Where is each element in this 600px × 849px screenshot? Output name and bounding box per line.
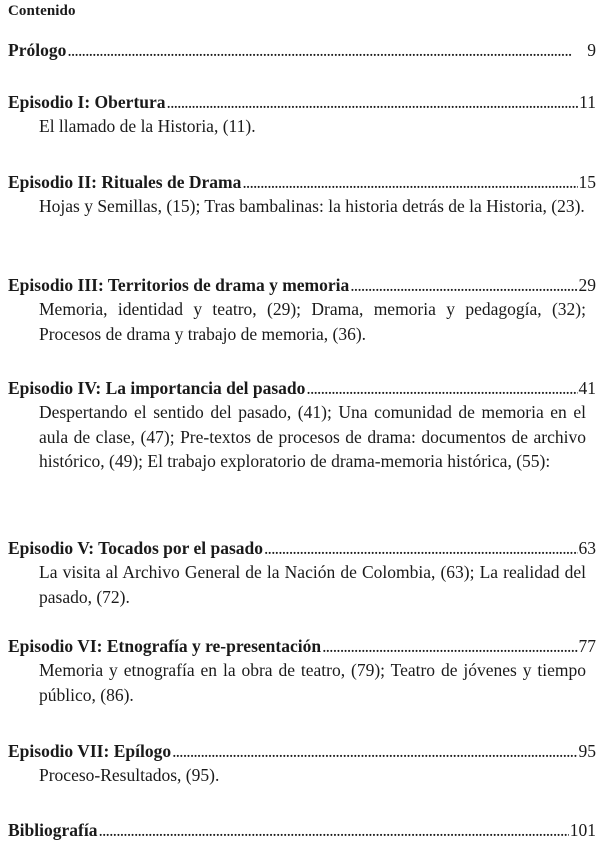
- entry-page-number: 29: [578, 275, 596, 295]
- toc-entry-episodio-5: [8, 536, 596, 609]
- dot-leader: [306, 376, 577, 400]
- toc-entry-episodio-3: [8, 273, 596, 346]
- entry-title: Episodio V: Tocados por el pasado: [8, 538, 263, 558]
- toc-entry-prologo: [8, 38, 596, 62]
- entry-title: Bibliografía: [8, 820, 98, 840]
- dot-leader: [242, 170, 577, 194]
- toc-entry-episodio-4: [8, 376, 596, 474]
- entry-title: Prólogo: [8, 40, 67, 60]
- entry-page-number: 95: [578, 741, 596, 761]
- dot-leader: [350, 273, 577, 297]
- toc-entry-episodio-6: [8, 634, 596, 707]
- entry-description: Proceso-Resultados, (95).: [39, 765, 220, 785]
- entry-title: Episodio I: Obertura: [8, 92, 166, 112]
- entry-page-number: 63: [578, 538, 596, 558]
- entry-title: Episodio IV: La importancia del pasado: [8, 378, 306, 398]
- entry-title: Episodio III: Territorios de drama y memoria: [8, 275, 350, 295]
- entry-description: Memoria y etnografía en la obra de teatro, (79); Teatro de jóvenes y tiempo público, (86).: [39, 660, 586, 705]
- entry-description: Memoria, identidad y teatro, (29); Drama, memoria y pedagogía, (32); Procesos de drama y trabajo de memoria, (36).: [39, 299, 586, 344]
- entry-title: Episodio VII: Epílogo: [8, 741, 172, 761]
- toc-entry-episodio-7: [8, 739, 596, 788]
- entry-page-number: 77: [578, 636, 596, 656]
- dot-leader: [172, 739, 577, 763]
- dot-leader: [67, 38, 586, 62]
- entry-description: Despertando el sentido del pasado, (41); Una comunidad de memoria en el aula de clase, (47); Pre-textos de procesos de drama: documentos de archivo histórico, (49); El trabajo exploratorio de drama-memoria histórica, (55):: [39, 402, 586, 471]
- entry-description: La visita al Archivo General de la Nación de Colombia, (63); La realidad del pasado, (72).: [39, 562, 586, 607]
- dot-leader: [264, 536, 578, 560]
- entry-page-number: 101: [569, 820, 596, 840]
- toc-heading: Contenido: [8, 3, 76, 19]
- dot-leader: [167, 90, 579, 114]
- entry-page-number: 15: [578, 172, 596, 192]
- entry-page-number: 9: [587, 40, 596, 60]
- toc-entry-episodio-2: [8, 170, 596, 219]
- toc-entry-episodio-1: [8, 90, 596, 139]
- dot-leader: [98, 818, 568, 842]
- toc-entry-bibliografia: [8, 818, 596, 842]
- entry-description: Hojas y Semillas, (15); Tras bambalinas: la historia detrás de la Historia, (23).: [39, 196, 585, 216]
- entry-page-number: 41: [578, 378, 596, 398]
- dot-leader: [322, 634, 577, 658]
- entry-description: El llamado de la Historia, (11).: [39, 116, 256, 136]
- entry-title: Episodio VI: Etnografía y re-presentación: [8, 636, 322, 656]
- entry-page-number: 11: [579, 92, 596, 112]
- entry-title: Episodio II: Rituales de Drama: [8, 172, 242, 192]
